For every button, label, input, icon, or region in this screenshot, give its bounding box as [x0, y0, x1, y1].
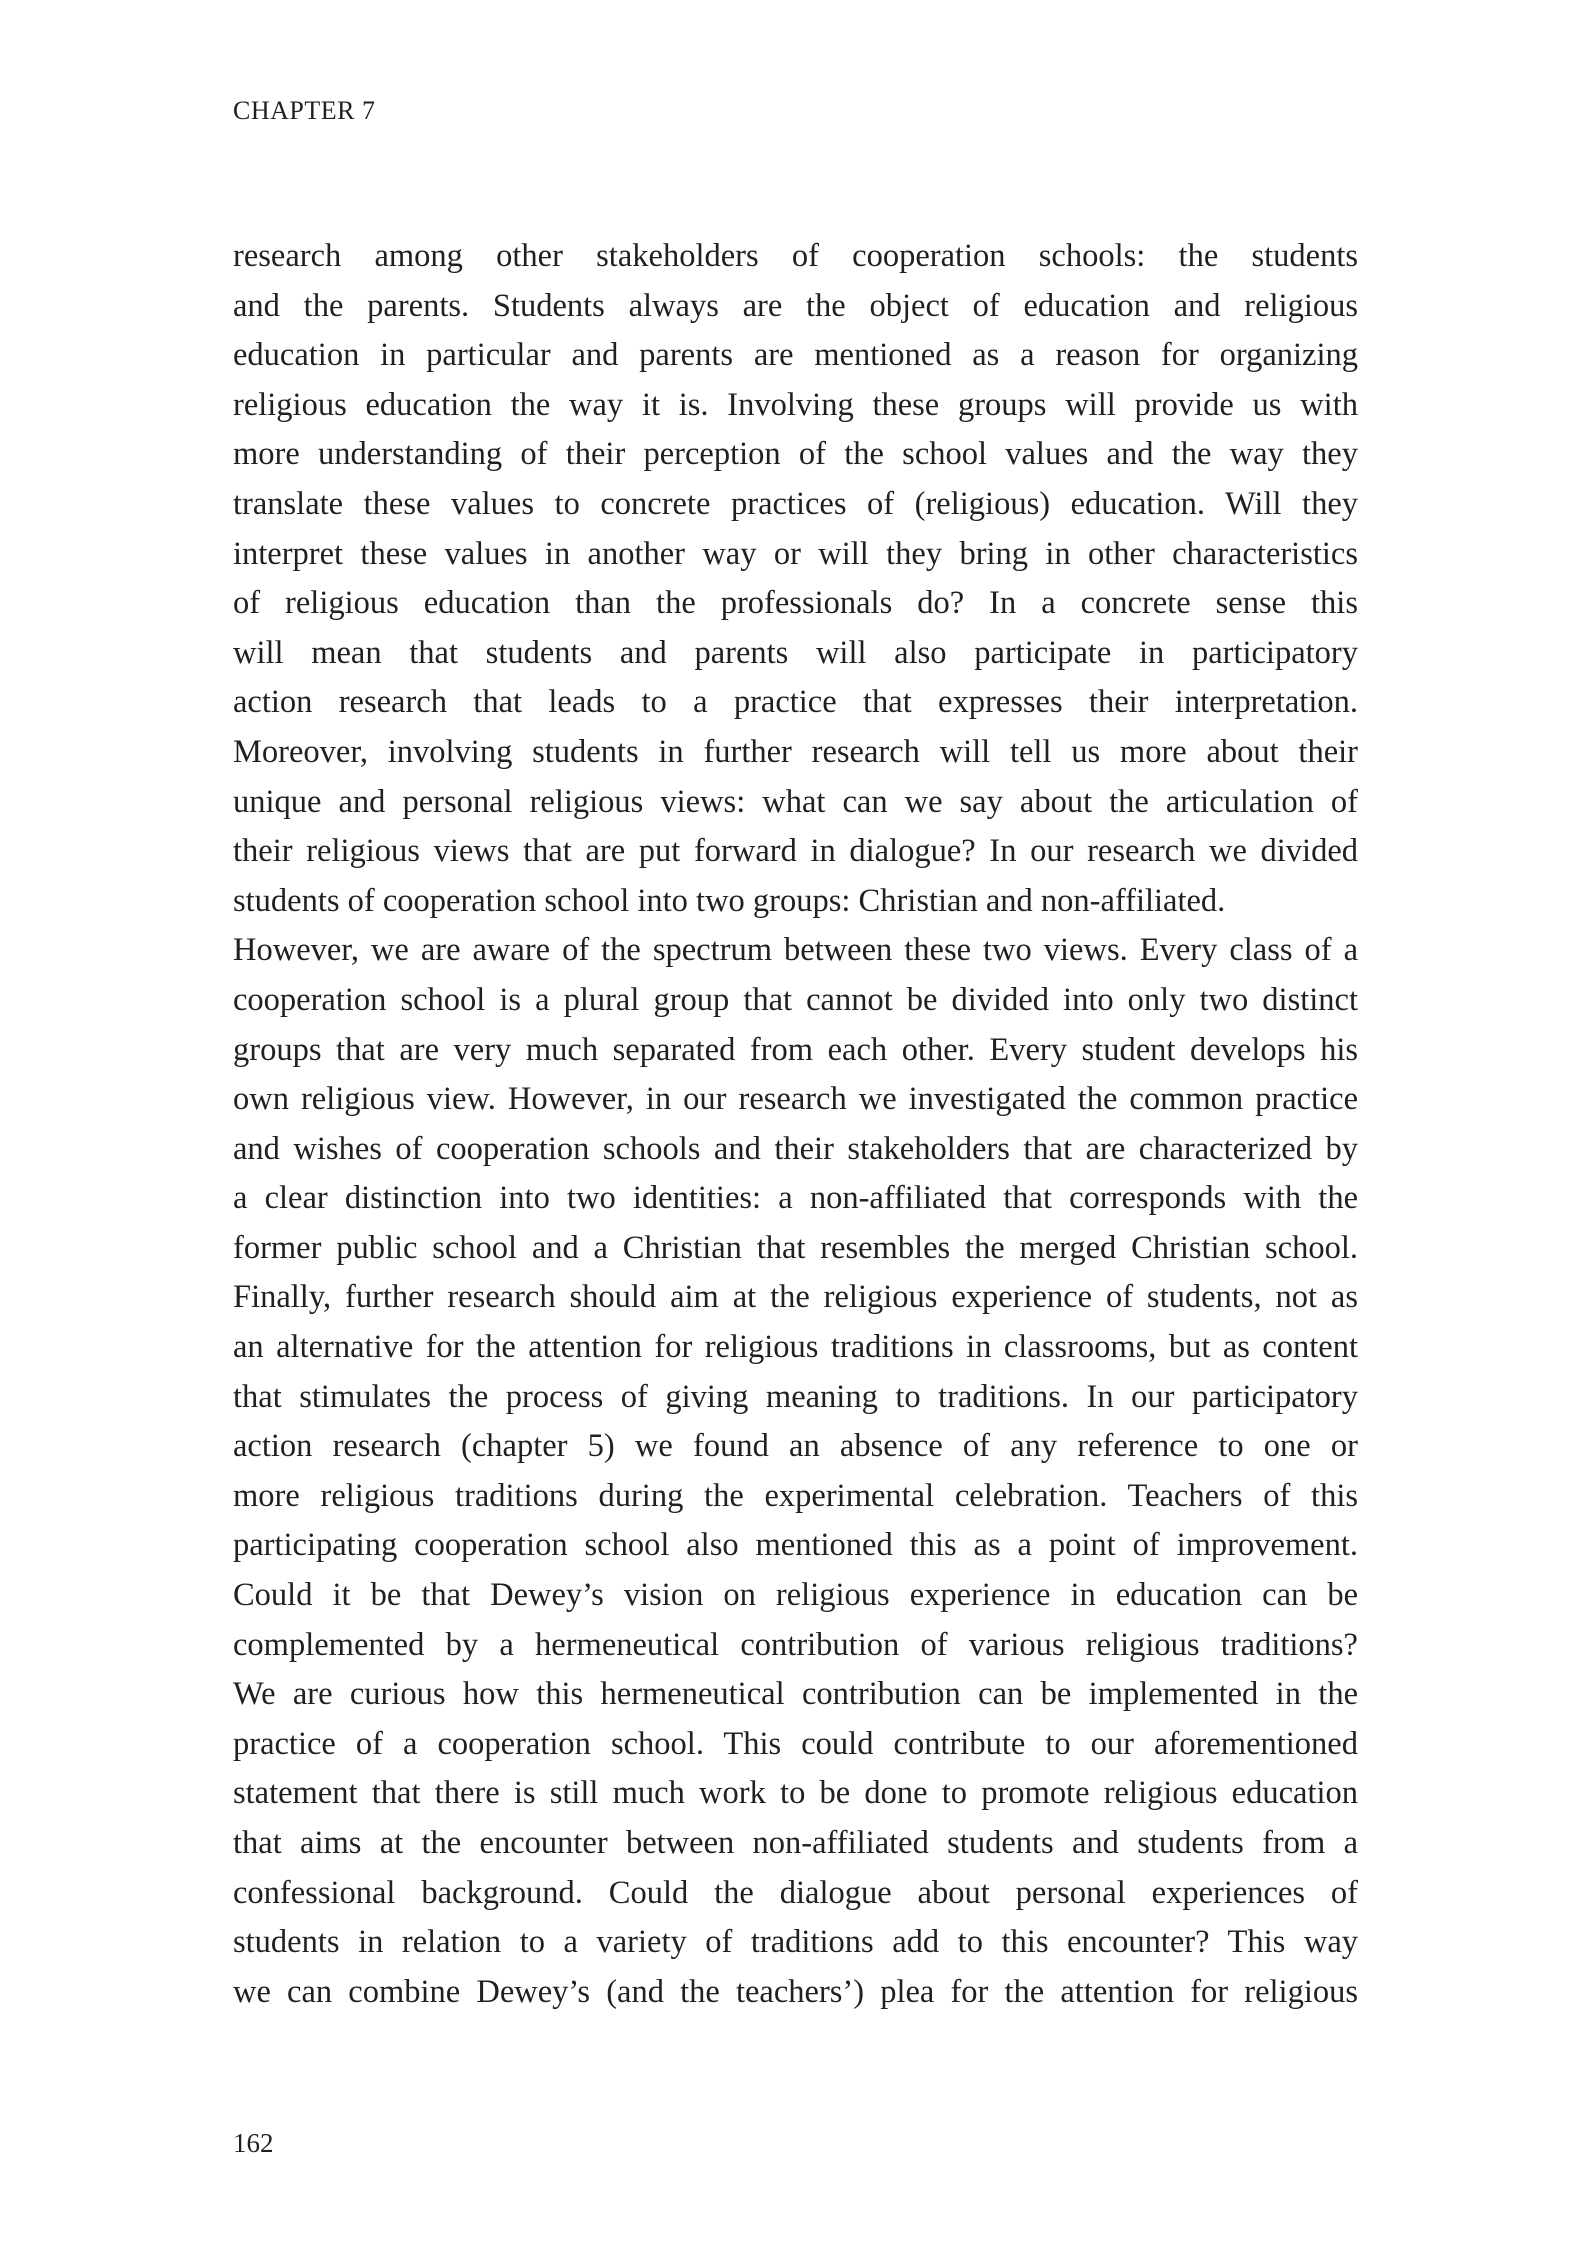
text-line: students of cooperation school into two groups: Christian and non-affiliated.	[233, 882, 1226, 919]
text-line: that stimulates the process of giving meaning to traditions. In our participatory	[233, 1378, 1358, 1415]
text-line: groups that are very much separated from each other. Every student develops his	[233, 1031, 1358, 1068]
text-line: education in particular and parents are mentioned as a reason for organizing	[233, 337, 1358, 374]
text-line: of religious education than the professionals do? In a concrete sense this	[233, 585, 1358, 622]
text-line: unique and personal religious views: what can we say about the articulation of	[233, 783, 1358, 820]
text-line: that aims at the encounter between non-affiliated students and students from a	[233, 1825, 1358, 1861]
text-line: We are curious how this hermeneutical contribution can be implemented in the	[233, 1676, 1358, 1713]
text-line: more understanding of their perception of the school values and the way they	[233, 436, 1358, 473]
text-line: participating cooperation school also mentioned this as a point of improvement.	[233, 1527, 1358, 1564]
text-line: will mean that students and parents will also participate in participatory	[233, 634, 1358, 671]
text-line: However, we are aware of the spectrum between these two views. Every class of a	[233, 932, 1358, 969]
text-line: students in relation to a variety of traditions add to this encounter? This way	[233, 1924, 1358, 1961]
text-line: an alternative for the attention for religious traditions in classrooms, but as content	[233, 1329, 1358, 1366]
text-line: practice of a cooperation school. This could contribute to our aforementioned	[233, 1725, 1358, 1762]
text-line: their religious views that are put forward in dialogue? In our research we divided	[233, 833, 1358, 870]
text-line: a clear distinction into two identities: a non-affiliated that corresponds with the	[233, 1180, 1358, 1217]
text-line: interpret these values in another way or will they bring in other characteristics	[233, 535, 1358, 572]
text-line: Moreover, involving students in further research will tell us more about their	[233, 733, 1358, 770]
text-line: more religious traditions during the experimental celebration. Teachers of this	[233, 1477, 1358, 1514]
running-header-chapter: CHAPTER 7	[233, 96, 376, 125]
text-line: research among other stakeholders of cooperation schools: the students	[233, 238, 1358, 274]
text-line: and wishes of cooperation schools and their stakeholders that are characterized by	[233, 1130, 1358, 1167]
page-number: 162	[233, 2128, 274, 2158]
text-line: confessional background. Could the dialogue about personal experiences of	[233, 1874, 1358, 1911]
text-line: Finally, further research should aim at the religious experience of students, not as	[233, 1279, 1358, 1316]
text-line: statement that there is still much work to be done to promote religious education	[233, 1775, 1358, 1812]
text-line: Could it be that Dewey’s vision on religious experience in education can be	[233, 1577, 1358, 1614]
text-line: complemented by a hermeneutical contribution of various religious traditions?	[233, 1626, 1358, 1663]
text-line: we can combine Dewey’s (and the teachers’) plea for the attention for religious	[233, 1973, 1358, 2010]
text-line: translate these values to concrete practices of (religious) education. Will they	[233, 485, 1358, 522]
text-line: and the parents. Students always are the object of education and religious	[233, 287, 1358, 324]
text-line: action research (chapter 5) we found an absence of any reference to one or	[233, 1428, 1358, 1465]
body-text	[233, 232, 1358, 2017]
text-line: own religious view. However, in our research we investigated the common practice	[233, 1081, 1358, 1118]
text-line: religious education the way it is. Involving these groups will provide us with	[233, 386, 1358, 423]
text-line: cooperation school is a plural group that cannot be divided into only two distinct	[233, 981, 1358, 1018]
text-line: action research that leads to a practice that expresses their interpretation.	[233, 684, 1358, 721]
text-line: former public school and a Christian that resembles the merged Christian school.	[233, 1229, 1358, 1266]
